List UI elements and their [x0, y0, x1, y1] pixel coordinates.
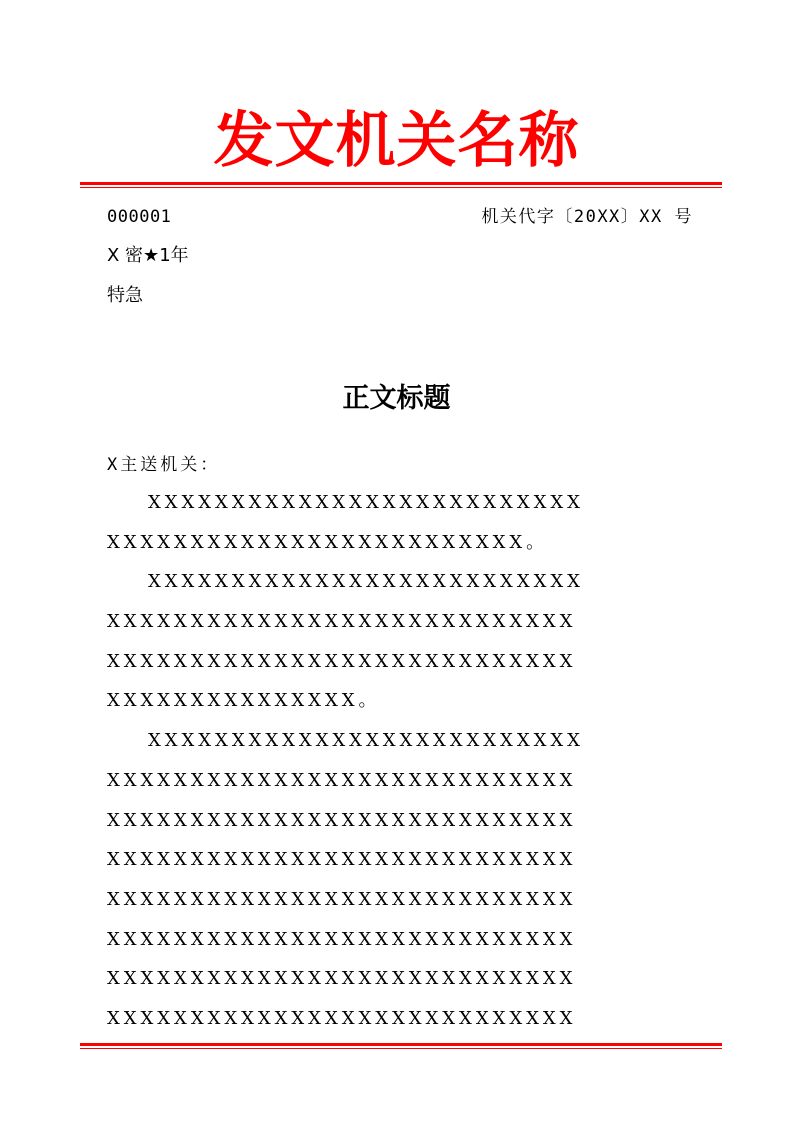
- red-separator-bottom: [80, 1043, 722, 1049]
- body-line: XXXXXXXXXXXXXXX。: [107, 690, 381, 712]
- classification-level: X 密★1年: [107, 245, 189, 266]
- body-line: XXXXXXXXXXXXXXXXXXXXXXXXXXXX: [107, 611, 577, 633]
- body-line: XXXXXXXXXXXXXXXXXXXXXXXXXX: [148, 571, 584, 593]
- main-recipient: X主送机关：: [107, 455, 221, 475]
- issuing-authority-heading: 发文机关名称: [213, 106, 580, 176]
- body-line: XXXXXXXXXXXXXXXXXXXXXXXXXXXX: [107, 650, 577, 672]
- red-separator-bottom-thin: [80, 1048, 722, 1049]
- red-separator-bottom-thick: [80, 1043, 722, 1046]
- red-separator-top-thick: [80, 182, 722, 185]
- body-line: XXXXXXXXXXXXXXXXXXXXXXXXXXXX: [107, 1007, 577, 1029]
- body-line: XXXXXXXXXXXXXXXXXXXXXXXXXX: [148, 492, 584, 513]
- document-number: 机关代字〔20XX〕XX 号: [481, 207, 693, 227]
- copy-number: 000001: [107, 207, 172, 227]
- body-line: XXXXXXXXXXXXXXXXXXXXXXXXXX: [148, 730, 584, 752]
- red-separator-top-thin: [80, 187, 722, 188]
- body-line: XXXXXXXXXXXXXXXXXXXXXXXXXXXX: [107, 928, 577, 950]
- body-line: XXXXXXXXXXXXXXXXXXXXXXXXXXXX: [107, 769, 577, 791]
- body-line: XXXXXXXXXXXXXXXXXXXXXXXXX。: [107, 531, 549, 553]
- body-line: XXXXXXXXXXXXXXXXXXXXXXXXXXXX: [107, 888, 577, 910]
- body-line: XXXXXXXXXXXXXXXXXXXXXXXXXXXX: [107, 849, 577, 871]
- body-text: [107, 483, 697, 1039]
- red-separator-top: [80, 182, 722, 188]
- urgency-level: 特急: [107, 285, 143, 306]
- body-line: XXXXXXXXXXXXXXXXXXXXXXXXXXXX: [107, 968, 577, 990]
- document-title: 正文标题: [342, 383, 451, 414]
- body-line: XXXXXXXXXXXXXXXXXXXXXXXXXXXX: [107, 809, 577, 831]
